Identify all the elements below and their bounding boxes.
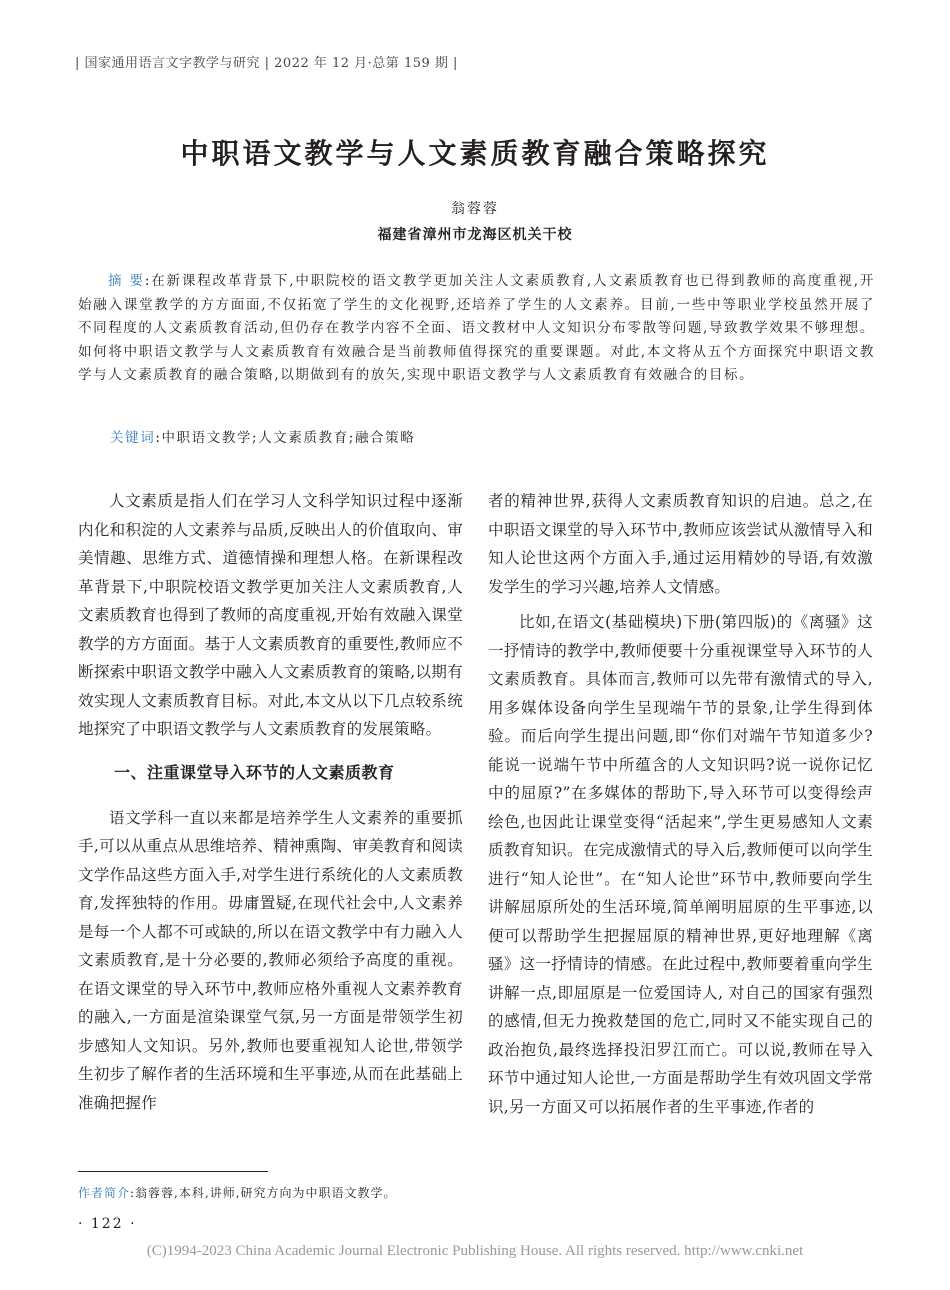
keywords <box>110 427 870 450</box>
example-paragraph: 比如,在语文(基础模块)下册(第四版)的《离骚》这一抒情诗的教学中,教师便要十分重视课堂导入环节的人文素质教育。具体而言,教师可以先带有激情式的导入, 用多媒体设备向学生呈现端午节的景象,让学生得到体验。而后向学生提出问题,即“你们对端午节知道多少?能说一说端午节中所蕴含的人文知识吗?说一说你记忆中的屈原?”在多媒体的帮助下,导入环节可以变得绘声绘色,也因此让课堂变得“活起来”,学生更易感知人文素质教育知识。在完成激情式的导入后,教师便可以向学生进行“知人论世”。在“知人论世”环节中,教师要向学生讲解屈原所处的生活环境,简单阐明屈原的生平事迹,以便可以帮助学生把握屈原的精神世界,更好地理解《离骚》这一抒情诗的情感。在此过程中,教师要着重向学生讲解一点,即屈原是一位爱国诗人, 对自己的国家有强烈的感情,但无力挽救楚国的危亡,同时又不能实现自己的政治抱负,最终选择投汨罗江而亡。可以说,教师在导入环节中通过知人论世,一方面是帮助学生有效巩固文学常识,另一方面又可以拓展作者的生平事迹,作者的 <box>488 613 873 1116</box>
page-number: · 122 · <box>78 1216 137 1232</box>
body-column-right <box>488 487 873 1121</box>
section-heading-1: 一、注重课堂导入环节的人文素质教育 <box>114 762 395 782</box>
body-column-left <box>78 487 463 1117</box>
intro-paragraph: 人文素质是指人们在学习人文科学知识过程中逐渐内化和积淀的人文素养与品质,反映出人的价值取向、审美情趣、思维方式、道德情操和理想人格。在新课程改革背景下,中职院校语文教学更加关注人文素质教育,人文素质教育也得到了教师的高度重视,开始有效融入课堂教学的方方面面。基于人文素质教育的重要性,教师应不断探索中职语文教学中融入人文素质教育的策略,以期有效实现人文素质教育目标。对此,本文从以下几点较系统地探究了中职语文教学与人文素质教育的发展策略。 <box>78 492 463 738</box>
footnote-label: 作者简介 <box>78 1186 131 1200</box>
article-title: 中职语文教学与人文素质教育融合策略探究 <box>180 137 770 170</box>
footnote-text: :翁蓉蓉,本科,讲师,研究方向为中职语文教学。 <box>130 1186 397 1200</box>
section1-paragraph: 语文学科一直以来都是培养学生人文素养的重要抓手,可以从重点从思维培养、精神熏陶、审美教育和阅读文学作品这些方面入手,对学生进行系统化的人文素质教育,发挥独特的作用。毋庸置疑,在现代社会中,人文素养是每一个人都不可或缺的,所以在语文教学中有力融入人文素质教育,是十分必要的,教师必须给予高度的重视。在语文课堂的导入环节中,教师应格外重视人文素养教育的融入,一方面是渲染课堂气氛,另一方面是带领学生初步感知人文知识。另外,教师也要重视知人论世,带领学生初步了解作者的生活环境和生平事迹,从而在此基础上准确把握作 <box>78 808 463 1112</box>
keywords-text: :中职语文教学;人文素质教育;融合策略 <box>155 430 416 446</box>
author-footnote <box>78 1184 878 1201</box>
author-affiliation: 福建省漳州市龙海区机关干校 <box>377 227 573 243</box>
continued-paragraph: 者的精神世界,获得人文素质教育知识的启迪。总之,在中职语文课堂的导入环节中,教师应该尝试从激情导入和知人论世这两个方面入手,通过运用精妙的导语,有效激发学生的学习兴趣,培养人文情感。 <box>488 492 873 596</box>
footnote-divider <box>78 1171 268 1172</box>
running-header: | 国家通用语言文字教学与研究 | 2022 年 12 月·总第 159 期 | <box>75 56 458 71</box>
author-name: 翁蓉蓉 <box>451 201 499 217</box>
abstract-label: 摘 要 <box>108 273 145 289</box>
keywords-label: 关键词 <box>110 430 156 446</box>
abstract-text: :在新课程改革背景下,中职院校的语文教学更加关注人文素质教育,人文素质教育也已得到教师的高度重视,开始融入课堂教学的方方面面,不仅拓宽了学生的文化视野,还培养了学生的人文素养。目前,一些中等职业学校虽然开展了不同程度的人文素质教育活动,但仍存在教学内容不全面、语文教材中人文知识分布零散等问题,导致教学效果不够理想。如何将中职语文教学与人文素质教育有效融合是当前教师值得探究的重要课题。对此,本文将从五个方面探究中职语文教学与人文素质教育的融合策略,以期做到有的放矢,实现中职语文教学与人文素质教育有效融合的目标。 <box>78 273 875 383</box>
abstract <box>78 270 875 388</box>
copyright-watermark: (C)1994-2023 China Academic Journal Electronic Publishing House. All rights reserved. http://www.cnki.net <box>146 1243 804 1259</box>
